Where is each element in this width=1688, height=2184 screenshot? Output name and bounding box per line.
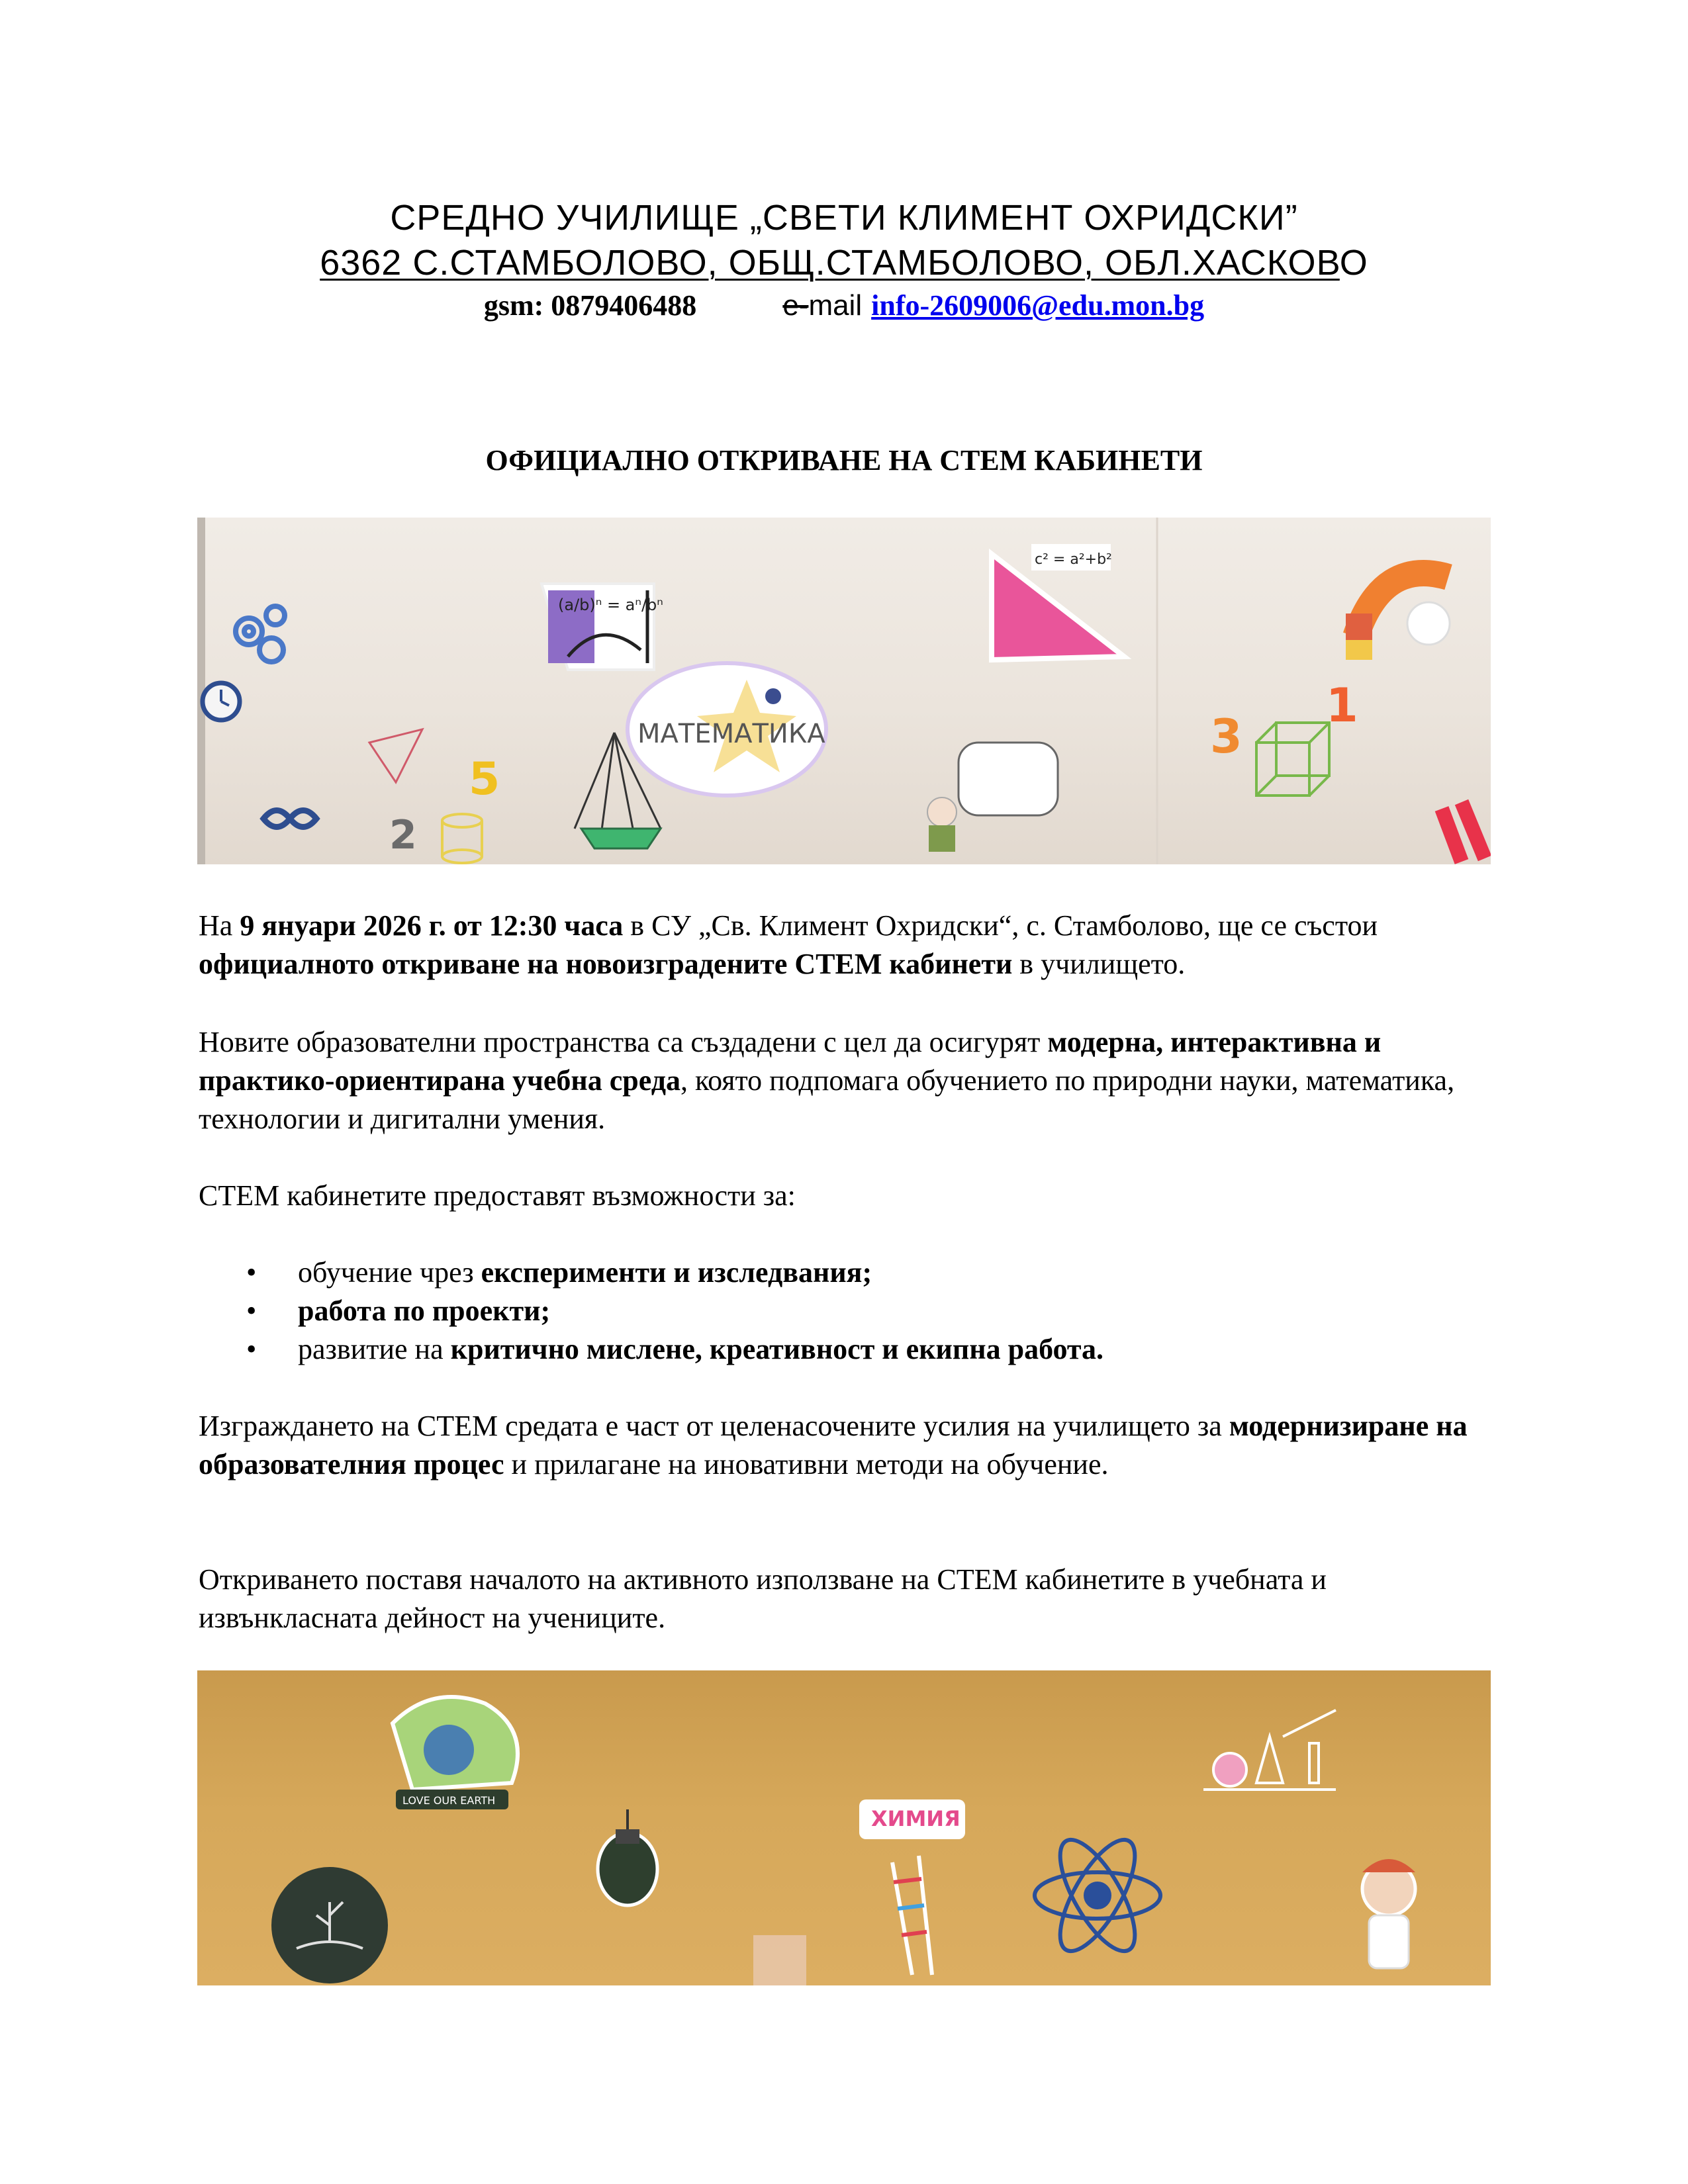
- cylinder-icon: [442, 814, 482, 863]
- rainbow-sticker: [1346, 573, 1450, 660]
- email-label: [782, 289, 862, 322]
- earth-sticker: [393, 1697, 518, 1809]
- cube-icon: [1256, 723, 1329, 796]
- numeral-2: 2: [389, 812, 417, 858]
- anatomy-model: [753, 1935, 806, 1985]
- svg-text:(a/b)ⁿ = aⁿ/bⁿ: (a/b)ⁿ = aⁿ/bⁿ: [558, 596, 663, 614]
- numeral-5: 5: [469, 753, 500, 805]
- infinity-icon: [263, 811, 316, 827]
- paragraph-conclusion: Откриването поставя началото на активното използване на СТЕМ кабинетите в учебната и извънкласната дейност на учениците.: [199, 1563, 1327, 1634]
- hands-plant-icon: [271, 1867, 388, 1983]
- clock-icon: [203, 683, 240, 720]
- boy-scientist-sticker: [1362, 1859, 1415, 1968]
- email-link[interactable]: info-2609006@edu.mon.bg: [871, 289, 1205, 322]
- contact-line: [0, 289, 1688, 322]
- red-shape: [1442, 802, 1485, 862]
- power-formula-sticker: [541, 584, 663, 670]
- svg-text:c² = a²+b²: c² = a²+b²: [1035, 551, 1112, 568]
- scientist-sticker: [927, 797, 957, 852]
- chemistry-sticker: [859, 1799, 965, 1839]
- paragraph-opening: На 9 януари 2026 г. от 12:30 часа в СУ „Св. Климент Охридски“, с. Стамболово, ще се състои официалното откриване на новоизградените СТЕМ кабинети в училището.: [199, 909, 1378, 980]
- photo-science-cabinet: [197, 1670, 1491, 1985]
- gears-icon: [236, 606, 285, 662]
- gsm-number: gsm: 0879406488: [483, 289, 697, 322]
- paragraph-opportunities: СТЕМ кабинетите предоставят възможности за:: [199, 1179, 796, 1212]
- bullet-icon: •: [246, 1333, 257, 1365]
- address-tail: О: [1339, 243, 1368, 283]
- svg-text:LOVE OUR EARTH: LOVE OUR EARTH: [402, 1794, 496, 1807]
- school-name: СРЕДНО УЧИЛИЩЕ „СВЕТИ КЛИМЕНТ ОХРИДСКИ”: [390, 198, 1298, 238]
- svg-text:ХИМИЯ: ХИМИЯ: [871, 1806, 961, 1831]
- email-label-struck: e-: [782, 289, 809, 322]
- numeral-3: 3: [1210, 709, 1243, 764]
- paragraph-purpose: Новите образователни пространства са създадени с цел да осигурят модерна, интерактивна и практико-ориентирана учебна среда, която подпомага обучението по природни науки, математика, технологии и дигитални умения.: [199, 1026, 1455, 1135]
- document-page: СРЕДНО УЧИЛИЩЕ „СВЕТИ КЛИМЕНТ ОХРИДСКИ” 6362 С.СТАМБОЛОВО, ОБЩ.СТАМБОЛОВО, ОБЛ.ХАСКОВО gsm: 0879406488 e-mail info-2609006@edu.mon.bg ОФИЦИАЛНО ОТКРИВАНЕ НА СТЕМ КАБИНЕТИ 2 5 (a/b)ⁿ = aⁿ/bⁿ МАТЕМАТИКА c² = a²+b² 3 1 На 9 януари 2026 г. от 12:30 часа в СУ „Св. Климент Охридски“, с. Стамболово, ще се състои официалното откриване на новоизградените СТЕМ кабинети в училището. Новите образователни пространства са създадени с цел да осигурят модерна, интерактивна и практико-ориентирана учебна среда, която подпомага обучението по природни науки, математика, технологии и дигитални умения. СТЕМ кабинетите предоставят възможности за: • обучение чрез експерименти и изследвания; • работа по проекти; • развитие на критично мислене, креативност и екипна работа. Изграждането на СТЕМ средата е част от целенасочените усилия на училището за модернизиране на образователния процес и прилагане на иновативни методи на обучение. Откриването поставя началото на активното използване на СТЕМ кабинетите в учебната и извънкласната дейност на учениците. LOVE OUR EARTH ХИМИЯ: [0, 0, 1688, 2184]
- dna-model: [892, 1856, 932, 1975]
- bullet-icon: •: [246, 1256, 257, 1289]
- bullet-icon: •: [246, 1295, 257, 1327]
- math-poster: [628, 663, 826, 796]
- pythagoras-formula: [1031, 544, 1112, 570]
- school-address: [0, 242, 1688, 283]
- paragraph-modernization: Изграждането на СТЕМ средата е част от целенасочените усилия на училището за модернизиране на образователния процес и прилагане на иновативни методи на обучение.: [199, 1410, 1468, 1480]
- address-underlined: 6362 С.СТАМБОЛОВО, ОБЩ.СТАМБОЛОВО, ОБЛ.ХАСКОВ: [320, 243, 1340, 283]
- lab-equipment-icon: [1203, 1710, 1336, 1790]
- svg-text:МАТЕМАТИКА: МАТЕМАТИКА: [637, 719, 825, 749]
- numeral-1: 1: [1326, 678, 1358, 733]
- photo-math-cabinet: [197, 518, 1491, 864]
- atom-icon: [1035, 1829, 1160, 1962]
- speech-bubble: [959, 743, 1058, 815]
- lightbulb-icon: [598, 1809, 657, 1905]
- document-title: ОФИЦИАЛНО ОТКРИВАНЕ НА СТЕМ КАБИНЕТИ: [485, 444, 1203, 477]
- email-label-rest: mail: [808, 289, 863, 322]
- triangle-sketch-icon: [369, 729, 422, 782]
